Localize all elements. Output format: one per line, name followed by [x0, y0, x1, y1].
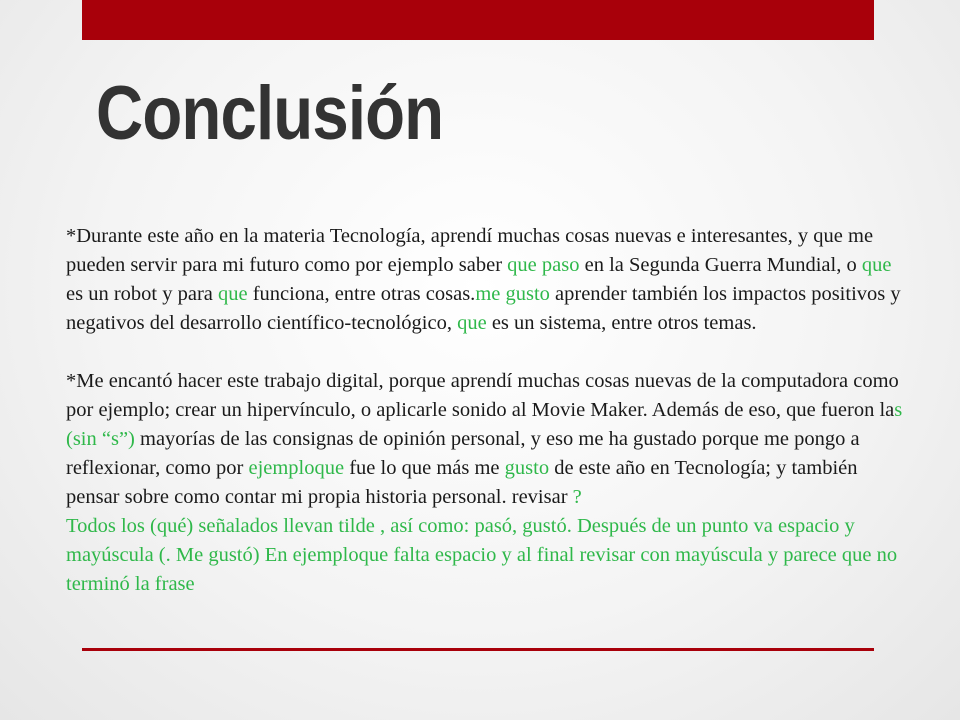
p1-text-6: es un sistema, entre otros temas. [486, 312, 757, 334]
p2-text-1: *Me encantó hacer este trabajo digital, porque aprendí muchas cosas nuevas de la computadora como por ejemplo; crear un hipervínculo, o aplicarle sonido al Movie Maker. Además de eso, que fueron la [66, 370, 899, 421]
slide-title: Conclusión [96, 71, 444, 156]
p1-highlight-1: que paso [507, 254, 580, 276]
p1-text-3: es un robot y para [66, 283, 218, 305]
p1-text-5: aprender también los impactos positivos y negativos del desarrollo científico-tecnológico, [66, 283, 901, 334]
bottom-accent-line [82, 648, 874, 651]
paragraph-gap [66, 338, 906, 367]
correction-note: Todos los (qué) señalados llevan tilde , así como: pasó, gustó. Después de un punto va espacio y mayúscula (. Me gustó) En ejemploque falta espacio y al final revisar con mayúscula y parece que no terminó la frase [66, 515, 898, 595]
p1-highlight-4: me gusto [475, 283, 550, 305]
p1-highlight-2: que [861, 254, 892, 276]
p1-highlight-5: que [457, 312, 487, 334]
p2-text-2: mayorías de las consignas de opinión personal, y eso me ha gustado porque me pongo a reflexionar, como por [66, 428, 860, 479]
p1-text-4: funciona, entre otras cosas. [247, 283, 476, 305]
p1-text-2: en la Segunda Guerra Mundial, o [579, 254, 862, 276]
top-accent-bar [82, 0, 874, 40]
p1-text-1: *Durante este año en la materia Tecnología, aprendí muchas cosas nuevas e interesantes, y que me pueden servir para mi futuro como por ejemplo saber [66, 225, 874, 276]
p2-highlight-4: ? [572, 486, 582, 508]
slide-body [66, 222, 906, 599]
p2-highlight-3: gusto [504, 457, 550, 479]
p2-text-3: fue lo que más me [344, 457, 505, 479]
p2-highlight-2: ejemploque [248, 457, 345, 479]
p2-text-4: de este año en Tecnología; y también pensar sobre como contar mi propia historia personal. revisar [66, 457, 858, 508]
p1-highlight-3: que [218, 283, 248, 305]
paragraph-1 [66, 222, 906, 338]
p2-highlight-1: s (sin “s”) [66, 399, 903, 450]
paragraph-2 [66, 367, 906, 512]
